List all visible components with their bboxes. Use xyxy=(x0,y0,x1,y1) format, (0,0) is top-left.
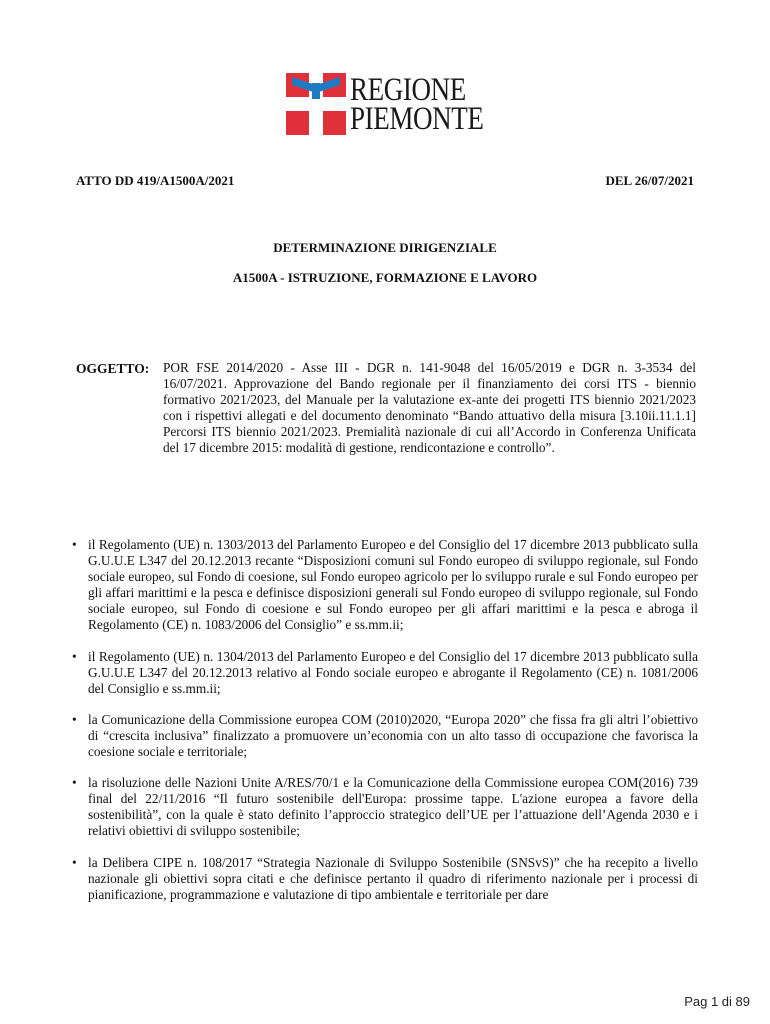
list-item-text: il Regolamento (UE) n. 1304/2013 del Parlamento Europeo e del Consiglio del 17 dicembre 2013 pubblicato sulla G.U.U.E L347 del 20.12.2013 relativo al Fondo sociale europeo e abrogante il Regolamento (CE) n. 1081/2006 del Consiglio e ss.mm.ii; xyxy=(88,648,698,696)
oggetto-text: POR FSE 2014/2020 - Asse III - DGR n. 141-9048 del 16/05/2019 e DGR n. 3-3534 del 16/07/2021. Approvazione del Bando regionale per il finanziamento dei corsi ITS - biennio formativo 2021/2023, del Manuale per la valutazione ex-ante dei progetti ITS biennio 2021/2023 con i rispettivi allegati e del documento denominato “Bando attuativo della misura [3.10ii.11.1.1] Percorsi ITS biennio 2021/2023. Premialità nazionale di cui all’Accordo in Conferenza Unificata del 17 dicembre 2015: modalità di gestione, rendicontazione e controllo”. xyxy=(163,360,696,456)
direzione-title: A1500A - ISTRUZIONE, FORMAZIONE E LAVORO xyxy=(232,270,538,285)
atto-date: DEL 26/07/2021 xyxy=(605,173,694,188)
list-item-text: il Regolamento (UE) n. 1303/2013 del Parlamento Europeo e del Consiglio del 17 dicembre 2013 pubblicato sulla G.U.U.E L347 del 20.12.2013 recante “Disposizioni comuni sul Fondo europeo di sviluppo regionale, sul Fondo sociale europeo, sul Fondo di coesione, sul Fondo europeo agricolo per lo sviluppo rurale e sul Fondo europeo per gli affari marittimi e la pesca e definisce disposizioni generali sul Fondo europeo di sviluppo regionale, sul Fondo sociale europeo, sul Fondo di coesione e sul Fondo europeo per gli affari marittimi e la pesca e abroga il Regolamento (CE) n. 1083/2006 del Consiglio” e ss.mm.ii; xyxy=(88,537,698,633)
bullet-marker: • xyxy=(72,537,77,552)
document-type-title: DETERMINAZIONE DIRIGENZIALE xyxy=(273,240,497,255)
bullet-marker: • xyxy=(72,648,77,664)
list-item xyxy=(70,649,698,697)
list-item xyxy=(70,775,698,839)
list-item xyxy=(70,855,698,903)
bullet-marker: • xyxy=(72,775,77,791)
piemonte-emblem-icon xyxy=(286,73,346,135)
list-item-text: la Comunicazione della Commissione europea COM (2010)2020, “Europa 2020” che fissa fra gli altri l’obiettivo di “crescita inclusiva” finalizzato a promuovere un’economia con un alto tasso di occupazione che favorisca la coesione sociale e territoriale; xyxy=(88,711,698,760)
oggetto-label: OGGETTO: xyxy=(76,361,150,376)
regione-piemonte-logo xyxy=(286,73,490,135)
page-number: Pag 1 di 89 xyxy=(684,994,750,1009)
bullet-marker: • xyxy=(72,711,77,727)
list-item xyxy=(70,712,698,760)
logo-line-2: PIEMONTE xyxy=(350,101,484,137)
logo-line-1: REGIONE xyxy=(350,72,466,108)
premises-list xyxy=(70,537,698,918)
list-item xyxy=(70,537,698,634)
list-item-text: la risoluzione delle Nazioni Unite A/RES/70/1 e la Comunicazione della Commissione europea COM(2016) 739 final del 22/11/2016 “Il futuro sostenibile dell'Europa: prossime tappe. L'azione europea a favore della sostenibilità”, con la quale è stato definito l’approccio strategico dell’UE per l’attuazione dell’Agenda 2030 e i relativi obiettivi di sviluppo sostenibile; xyxy=(88,775,698,839)
atto-number: ATTO DD 419/A1500A/2021 xyxy=(76,173,235,188)
list-item-text: la Delibera CIPE n. 108/2017 “Strategia Nazionale di Sviluppo Sostenibile (SNSvS)” che ha recepito a livello nazionale gli obiettivi sopra citati e che definisce pertanto il quadro di riferimento nazionale per i processi di pianificazione, programmazione e valutazione di tipo ambientale e territoriale per dare xyxy=(88,854,698,902)
bullet-marker: • xyxy=(72,854,77,870)
